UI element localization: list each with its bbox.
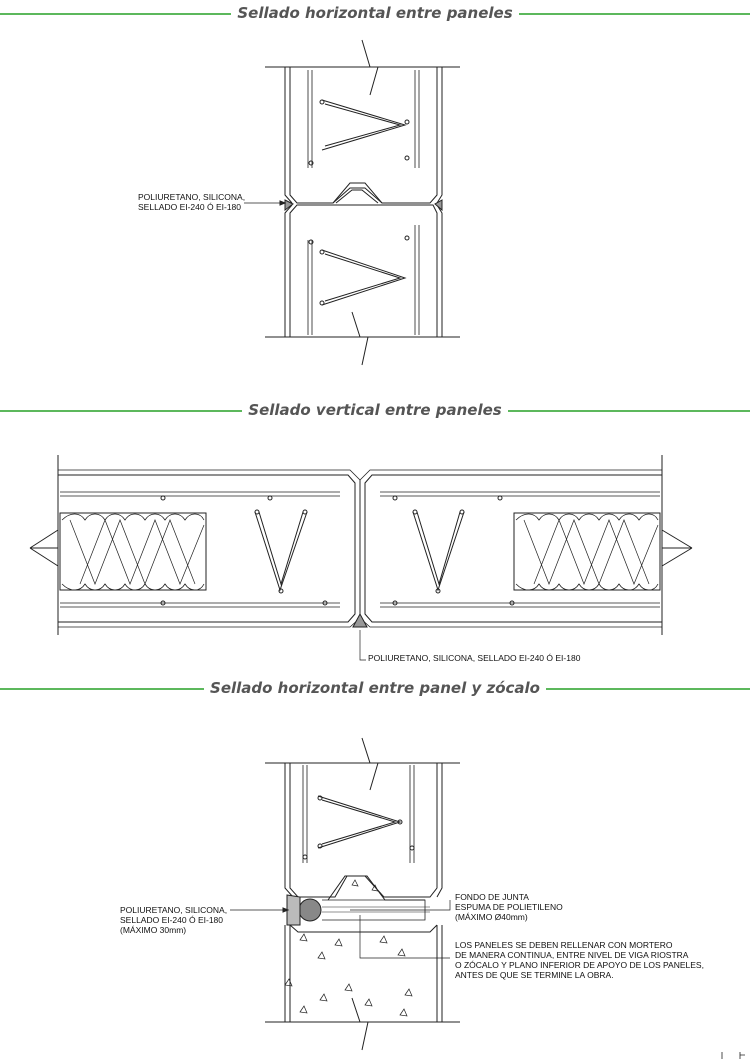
page-marks [722,1052,745,1059]
section-2-title: Sellado vertical entre paneles [0,401,750,419]
label-s3-backer: FONDO DE JUNTA ESPUMA DE POLIETILENO (MÁXIMO Ø40mm) [455,892,563,922]
diagram-horizontal-joint [244,40,460,365]
diagram-panel-plinth-joint [230,738,460,1050]
label-s1-seal: POLIURETANO, SILICONA, SELLADO EI-240 Ó EI-180 [138,192,246,212]
diagram-vertical-joint [30,455,692,660]
section-1-title: Sellado horizontal entre paneles [0,4,750,22]
label-s3-note: LOS PANELES SE DEBEN RELLENAR CON MORTERO DE MANERA CONTINUA, ENTRE NIVEL DE VIGA RIOSTRA O ZÓCALO Y PLANO INFERIOR DE APOYO DE LOS PANELES, ANTES DE QUE SE TERMINE LA OBRA. [455,940,704,980]
label-s3-seal: POLIURETANO, SILICONA, SELLADO EI-240 Ó EI-180 (MÁXIMO 30mm) [120,905,228,935]
section-3-title: Sellado horizontal entre panel y zócalo [0,679,750,697]
label-s2-seal: POLIURETANO, SILICONA, SELLADO EI-240 Ó EI-180 [368,653,581,663]
